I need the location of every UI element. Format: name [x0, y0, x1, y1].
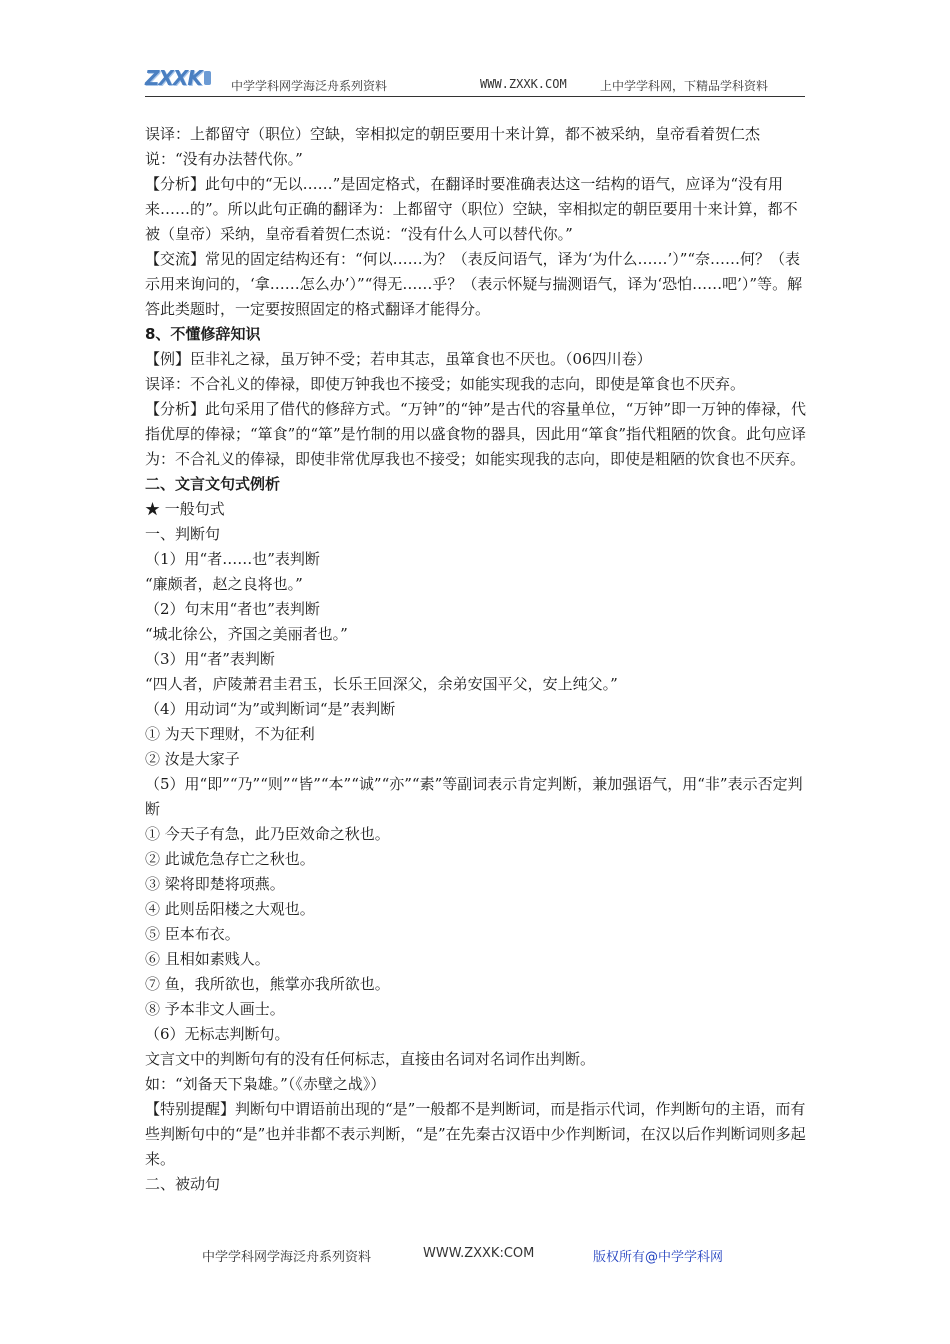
special-reminder-paragraph: 【特别提醒】判断句中谓语前出现的“是”一般都不是判断词，而是指示代词，作判断句的主语，而有些判断句中的“是”也并非都不表示判断，“是”在先秦古汉语中少作判断词，在汉以后作判断词则多起来。	[145, 1100, 806, 1168]
mistranslation-text: 误译：不合礼义的俸禄，即使万钟我也不接受；如能实现我的志向，即使是箪食也不厌弃。	[145, 375, 746, 393]
logo-text: ZXXK	[145, 66, 202, 90]
list-item: ② 汝是大家子	[145, 750, 240, 768]
subheading-general-patterns: ★ 一般句式	[145, 500, 225, 518]
footer-copyright-link[interactable]: 版权所有@中学学科网	[593, 1250, 724, 1265]
list-item: “城北徐公，齐国之美丽者也。”	[145, 625, 348, 643]
list-item: 如：“刘备天下枭雄。”（《赤壁之战》）	[145, 1075, 386, 1093]
section-heading-sentence-patterns: 二、文言文句式例析	[145, 475, 281, 493]
list-item: ② 此诚危急存亡之秋也。	[145, 850, 315, 868]
list-item: “廉颇者，赵之良将也。”	[145, 575, 303, 593]
zxxk-logo	[145, 66, 211, 90]
logo-badge-icon	[204, 71, 211, 85]
header-series-text: 中学学科网学海泛舟系列资料	[231, 79, 388, 93]
subheading-judgment-sentence: 一、判断句	[145, 525, 221, 543]
list-item: （2）句末用“者也”表判断	[145, 600, 320, 618]
example-sentence: 【例】臣非礼之禄，虽万钟不受；若申其志，虽箪食也不厌也。（06四川卷）	[145, 350, 652, 368]
list-item: （6）无标志判断句。	[145, 1025, 290, 1043]
list-item: （1）用“者……也”表判断	[145, 550, 320, 568]
list-item: ⑧ 予本非文人画士。	[145, 1000, 285, 1018]
section-heading-rhetoric: 8、不懂修辞知识	[145, 325, 261, 343]
list-item: ① 为天下理财，不为征利	[145, 725, 315, 743]
list-item: （4）用动词“为”或判断词“是”表判断	[145, 700, 396, 718]
list-item: ⑤ 臣本布衣。	[145, 925, 240, 943]
analysis-paragraph: 【分析】此句采用了借代的修辞方式。“万钟”的“钟”是古代的容量单位，“万钟”即一万钟的俸禄，代指优厚的俸禄；“箪食”的“箪”是竹制的用以盛食物的器具，因此用“箪食”指代粗陋的饮食。此句应译为：不合礼义的俸禄，即使非常优厚我也不接受；如能实现我的志向，即使是粗陋的饮食也不厌弃。	[145, 400, 807, 468]
list-item: 文言文中的判断句有的没有任何标志，直接由名词对名词作出判断。	[145, 1050, 596, 1068]
list-item: ③ 梁将即楚将项燕。	[145, 875, 285, 893]
document-body	[145, 122, 810, 1197]
page-header	[145, 66, 805, 97]
list-item: ④ 此则岳阳楼之大观也。	[145, 900, 315, 918]
exchange-paragraph: 【交流】常见的固定结构还有：“何以……为？（表反问语气，译为‘为什么……’）”“奈……何？（表示用来询问的，‘拿……怎么办’）”“得无……乎？（表示怀疑与揣测语气，译为‘恐怕……吧’）”等。解答此类题时，一定要按照固定的格式翻译才能得分。	[145, 250, 803, 318]
list-item: ⑥ 且相如素贱人。	[145, 950, 270, 968]
list-item: ⑦ 鱼，我所欲也，熊掌亦我所欲也。	[145, 975, 390, 993]
header-url[interactable]: WWW.ZXXK.COM	[480, 77, 567, 91]
list-item: （3）用“者”表判断	[145, 650, 275, 668]
list-item: （5）用“即”“乃”“则”“皆”“本”“诚”“亦”“素”等副词表示肯定判断，兼加强语气，用“非”表示否定判断	[145, 775, 803, 818]
mistranslation-text: 误译：上都留守（职位）空缺，宰相拟定的朝臣要用十来计算，都不被采纳，皇帝看着贺仁杰说：“没有办法替代你。”	[145, 125, 761, 168]
analysis-paragraph: 【分析】此句中的“无以……”是固定格式，在翻译时要准确表达这一结构的语气，应译为“没有用来……的”。所以此句正确的翻译为：上都留守（职位）空缺，宰相拟定的朝臣要用十来计算，都不被（皇帝）采纳，皇帝看着贺仁杰说：“没有什么人可以替代你。”	[145, 175, 798, 243]
footer-url[interactable]: WWW.ZXXK:COM	[423, 1246, 535, 1261]
list-item: ① 今天子有急，此乃臣效命之秋也。	[145, 825, 390, 843]
list-item: “四人者，庐陵萧君圭君玉，长乐王回深父，余弟安国平父，安上纯父。”	[145, 675, 618, 693]
header-slogan: 上中学学科网，下精品学科资料	[600, 79, 769, 93]
subheading-passive-sentence: 二、被动句	[145, 1175, 221, 1193]
footer-series-text: 中学学科网学海泛舟系列资料	[202, 1250, 372, 1265]
